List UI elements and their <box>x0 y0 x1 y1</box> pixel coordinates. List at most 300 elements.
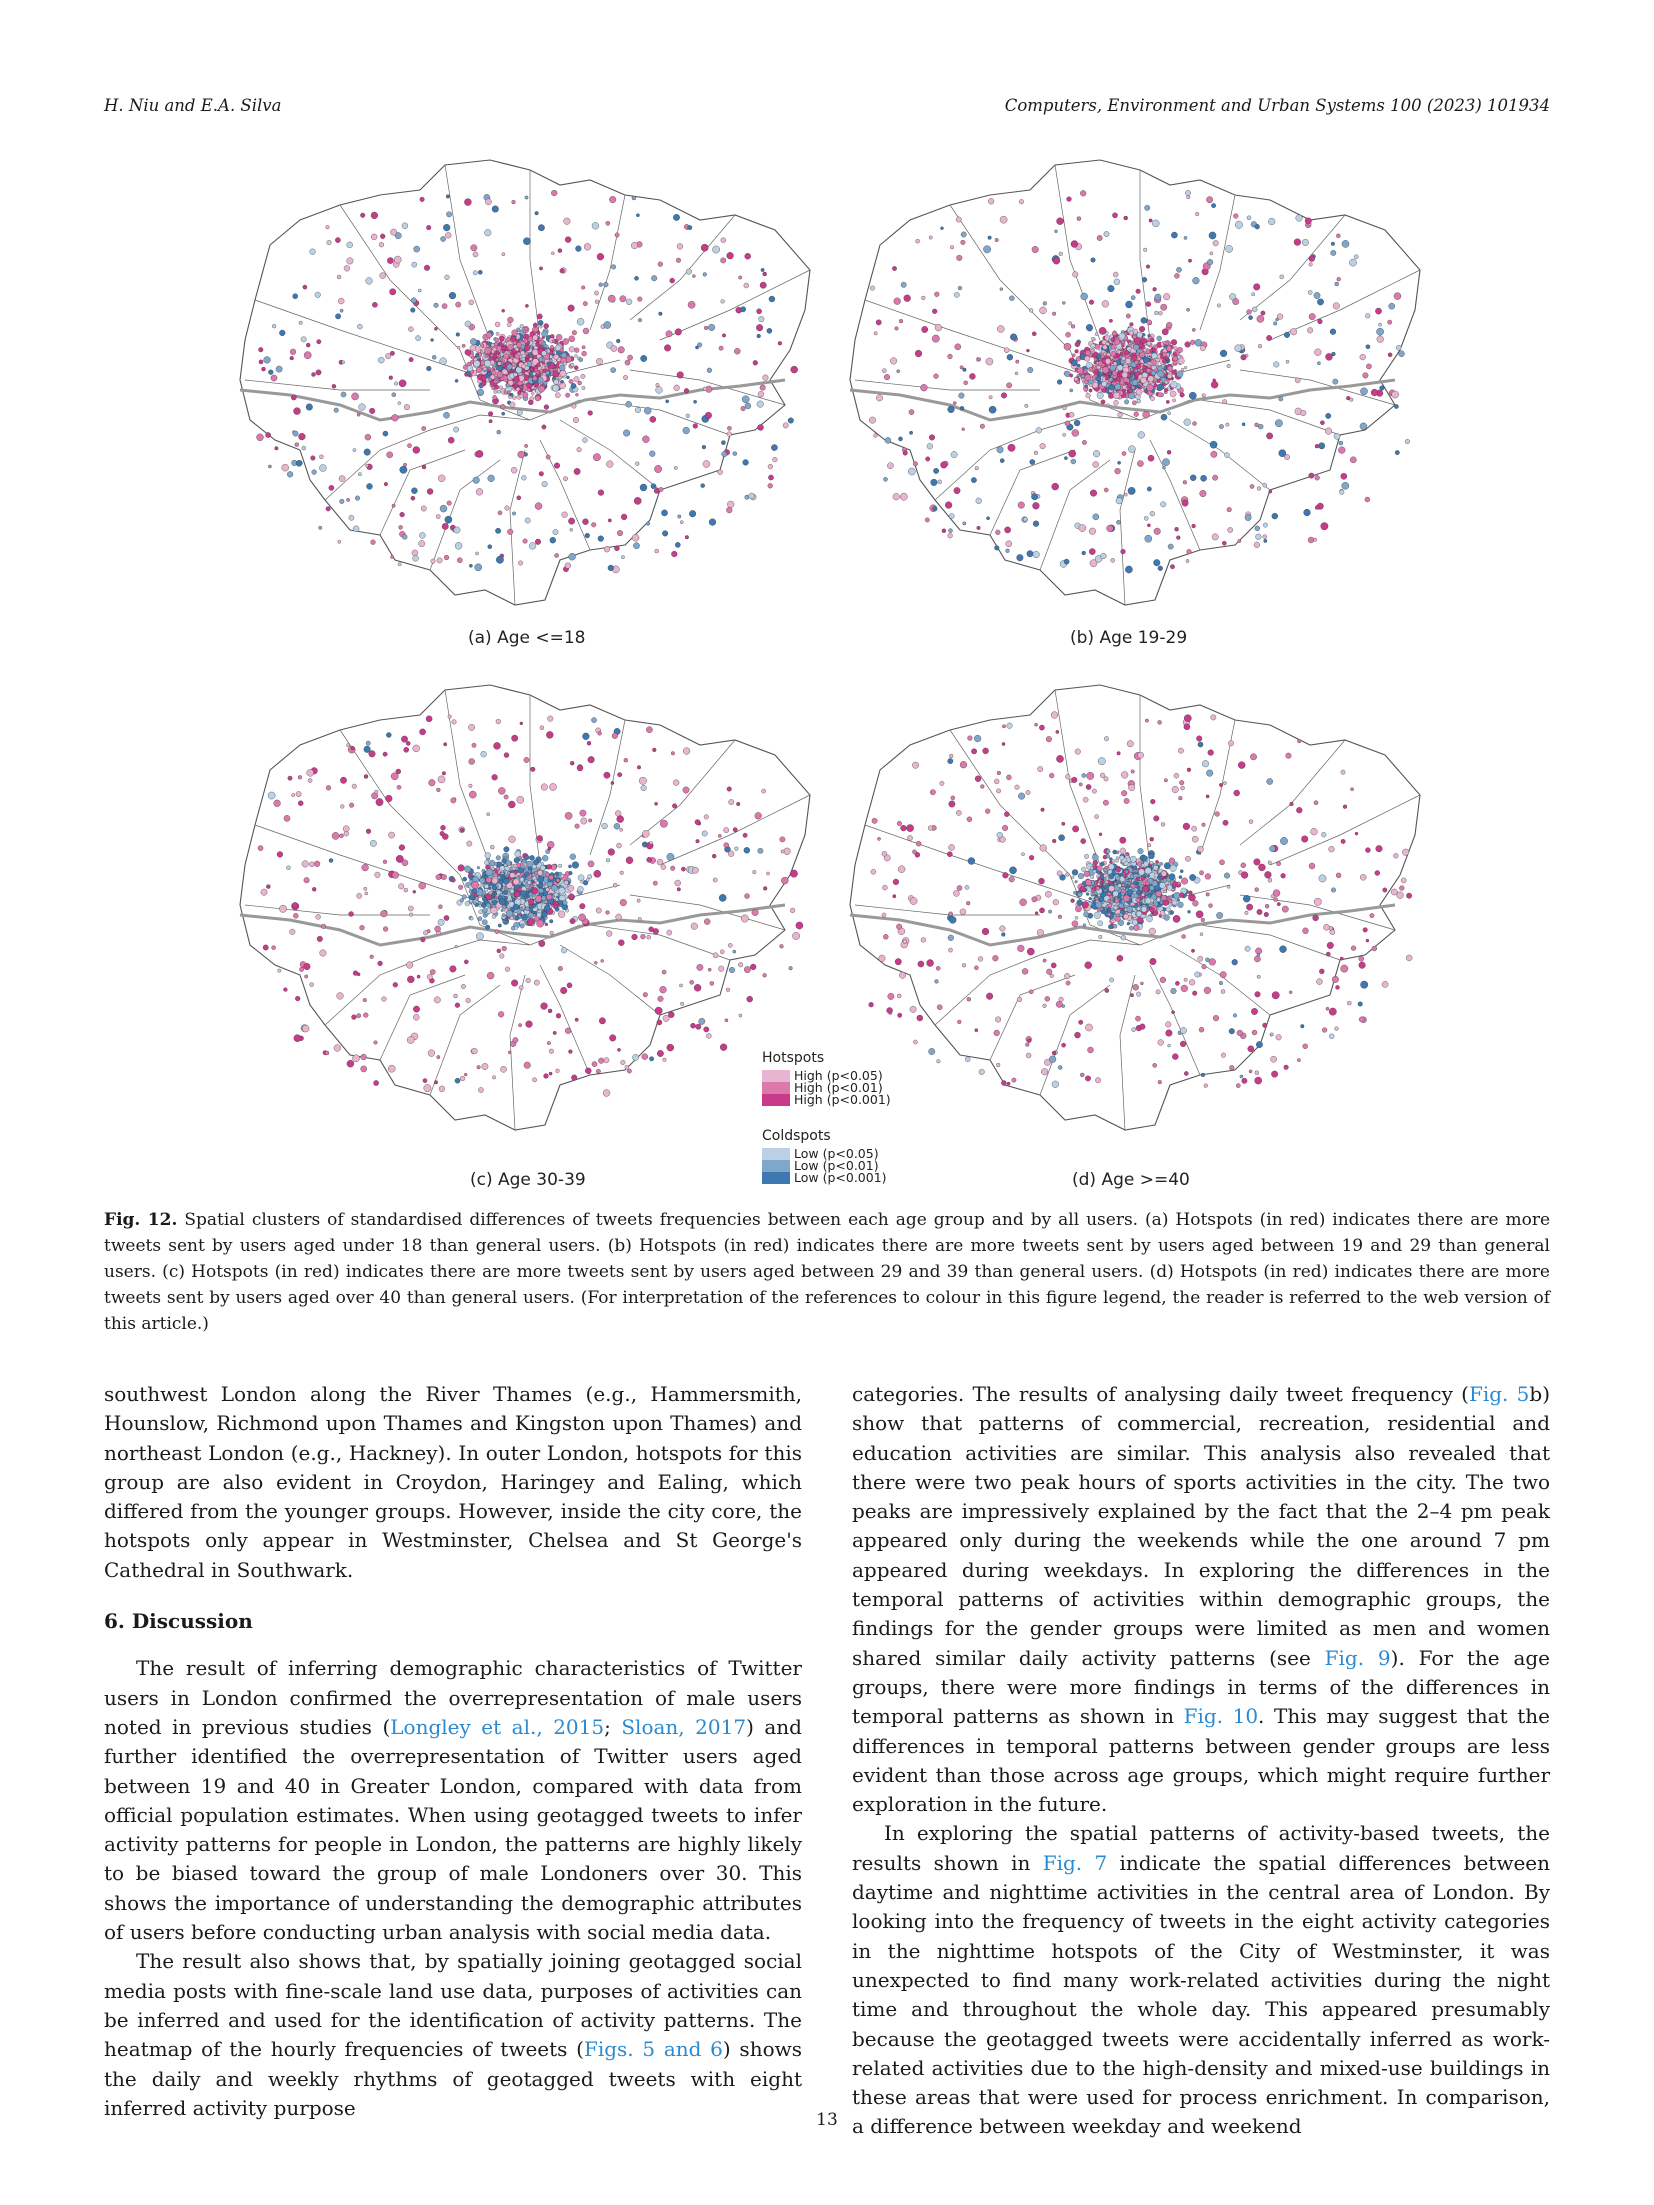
cluster-dot <box>352 1015 357 1020</box>
cluster-dot <box>1089 549 1095 555</box>
cluster-dot <box>544 905 550 911</box>
cluster-dot <box>1166 907 1171 912</box>
cluster-dot <box>1132 401 1136 405</box>
cluster-dot <box>599 1018 605 1024</box>
cluster-dot <box>624 758 628 762</box>
cluster-dot <box>503 878 509 884</box>
cluster-dot <box>771 445 777 451</box>
cluster-dot <box>480 344 484 348</box>
cluster-dot <box>544 381 548 385</box>
cluster-dot <box>892 266 896 270</box>
map-panel-d <box>840 675 1440 1145</box>
cluster-dot <box>644 407 651 414</box>
cluster-dot <box>1075 342 1080 347</box>
cluster-dot <box>1337 277 1341 281</box>
cluster-dot <box>997 446 1004 453</box>
cluster-dot <box>361 1054 367 1060</box>
cluster-dot <box>671 752 675 756</box>
cluster-dot <box>485 347 492 354</box>
cluster-dot <box>756 324 763 331</box>
cluster-dot <box>790 870 797 877</box>
cluster-dot <box>781 850 784 853</box>
cluster-dot <box>761 268 764 271</box>
cluster-dot <box>662 970 666 974</box>
cluster-dot <box>660 986 667 993</box>
cluster-dot <box>781 877 788 884</box>
cluster-dot <box>1097 392 1103 398</box>
cluster-dot <box>1093 462 1099 468</box>
cluster-dot <box>496 856 501 861</box>
cluster-dot <box>941 462 948 469</box>
cluster-dot <box>302 1025 309 1032</box>
cluster-dot <box>573 417 579 423</box>
cluster-dot <box>1161 414 1167 420</box>
cluster-dot <box>371 234 377 240</box>
cluster-dot <box>676 258 681 263</box>
cluster-dot <box>436 515 440 519</box>
cluster-dot <box>1309 263 1313 267</box>
cluster-dot <box>969 373 975 379</box>
cluster-dot <box>1314 349 1321 356</box>
cluster-dot <box>722 452 727 457</box>
header-authors: H. Niu and E.A. Silva <box>104 96 282 115</box>
cluster-dot <box>617 1048 620 1051</box>
cluster-dot <box>555 553 559 557</box>
cluster-dot <box>547 841 554 848</box>
cluster-dot <box>407 444 411 448</box>
cluster-dot <box>1136 911 1142 917</box>
cluster-dot <box>980 424 985 429</box>
cluster-dot <box>634 497 641 504</box>
cluster-dot <box>1091 344 1096 349</box>
cluster-dot <box>287 471 293 477</box>
cluster-dot <box>1086 324 1093 331</box>
cluster-dot <box>407 1036 414 1043</box>
london-map-d <box>840 675 1440 1145</box>
cluster-dot <box>293 294 298 299</box>
cluster-dot <box>932 309 937 314</box>
cluster-dot <box>469 791 476 798</box>
cluster-dot <box>1148 455 1154 461</box>
cluster-dot <box>887 463 893 469</box>
cluster-dot <box>1065 421 1070 426</box>
cluster-dot <box>1059 252 1063 256</box>
cluster-dot <box>411 488 417 494</box>
cluster-dot <box>675 542 680 547</box>
cluster-dot <box>708 324 715 331</box>
cluster-dot <box>529 543 536 550</box>
cluster-dot <box>1148 376 1154 382</box>
cluster-dot <box>558 249 562 253</box>
cluster-dot <box>703 387 707 391</box>
cluster-dot <box>1341 473 1347 479</box>
cluster-dot <box>1155 860 1158 863</box>
cluster-dot <box>556 1069 560 1073</box>
cluster-dot <box>1107 404 1110 407</box>
cluster-dot <box>1326 413 1331 418</box>
cluster-dot <box>528 336 533 341</box>
cluster-dot <box>1108 925 1112 929</box>
cluster-dot <box>1309 473 1314 478</box>
cluster-dot <box>316 914 321 919</box>
cluster-dot <box>1133 344 1139 350</box>
cluster-dot <box>1349 259 1356 266</box>
cluster-dot <box>1263 483 1267 487</box>
cluster-dot <box>352 784 357 789</box>
cluster-dot <box>1363 373 1369 379</box>
cluster-dot <box>365 464 368 467</box>
cluster-dot <box>259 347 264 352</box>
cluster-dot <box>742 396 749 403</box>
cluster-dot <box>533 323 537 327</box>
cluster-dot <box>504 847 510 853</box>
cluster-dot <box>986 358 993 365</box>
cluster-dot <box>417 975 420 978</box>
cluster-dot <box>1227 507 1232 512</box>
cluster-dot <box>508 317 514 323</box>
cluster-dot <box>1137 461 1143 467</box>
cluster-dot <box>1081 867 1086 872</box>
cluster-dot <box>642 830 649 837</box>
cluster-dot <box>1115 384 1121 390</box>
cluster-dot <box>1137 862 1142 867</box>
cluster-dot <box>520 858 523 861</box>
cluster-dot <box>1043 302 1047 306</box>
cluster-dot <box>1154 528 1161 535</box>
cluster-dot <box>1057 380 1062 385</box>
cluster-dot <box>588 874 592 878</box>
cluster-dot <box>1105 335 1110 340</box>
cluster-dot <box>1152 348 1156 352</box>
cluster-dot <box>343 826 349 832</box>
cluster-dot <box>319 465 326 472</box>
cluster-dot <box>1174 273 1179 278</box>
cluster-dot <box>1211 451 1217 457</box>
cluster-dot <box>768 475 773 480</box>
cluster-dot <box>1207 259 1213 265</box>
cluster-dot <box>544 324 549 329</box>
cluster-dot <box>1151 353 1157 359</box>
cluster-dot <box>1094 358 1097 361</box>
cluster-dot <box>497 390 500 393</box>
cluster-dot <box>381 910 388 917</box>
cluster-dot <box>1165 381 1168 384</box>
cluster-dot <box>264 357 271 364</box>
cluster-dot <box>552 340 555 343</box>
cluster-dot <box>439 1086 445 1092</box>
cluster-dot <box>1151 371 1156 376</box>
cluster-dot <box>494 342 498 346</box>
cluster-dot <box>561 353 567 359</box>
cluster-dot <box>344 265 350 271</box>
cluster-dot <box>446 212 451 217</box>
cluster-dot <box>611 265 616 270</box>
cluster-dot <box>556 334 562 340</box>
cluster-dot <box>1147 362 1150 365</box>
cluster-dot <box>1084 356 1090 362</box>
cluster-dot <box>426 716 432 722</box>
cluster-dot <box>408 327 413 332</box>
cluster-dot <box>938 480 942 484</box>
cluster-dot <box>499 386 503 390</box>
cluster-dot <box>691 923 698 930</box>
cluster-dot <box>1143 248 1147 252</box>
cluster-dot <box>740 307 745 312</box>
cluster-dot <box>445 232 451 238</box>
cluster-dot <box>363 998 367 1002</box>
cluster-dot <box>560 269 565 274</box>
cluster-dot <box>572 862 579 869</box>
cluster-dot <box>1170 391 1176 397</box>
cluster-dot <box>606 931 612 937</box>
cluster-dot <box>1375 308 1381 314</box>
cluster-dot <box>1075 916 1078 919</box>
cluster-dot <box>440 831 445 836</box>
cluster-dot <box>568 865 571 868</box>
cluster-dot <box>465 901 470 906</box>
cluster-dot <box>1380 386 1385 391</box>
cluster-dot <box>651 275 657 281</box>
cluster-dot <box>909 431 912 434</box>
cluster-dot <box>472 743 476 747</box>
cluster-dot <box>1166 400 1169 403</box>
cluster-dot <box>1142 277 1147 282</box>
cluster-dot <box>642 1054 648 1060</box>
cluster-dot <box>1127 889 1133 895</box>
cluster-dot <box>1107 525 1114 532</box>
cluster-dot <box>796 922 803 929</box>
cluster-dot <box>728 851 734 857</box>
cluster-dot <box>759 316 765 322</box>
cluster-dot <box>548 716 554 722</box>
cluster-dot <box>411 496 415 500</box>
cluster-dot <box>1091 898 1094 901</box>
cluster-dot <box>1171 232 1177 238</box>
cluster-dot <box>413 447 420 454</box>
cluster-dot <box>727 501 734 508</box>
cluster-dot <box>569 871 573 875</box>
cluster-dot <box>295 996 300 1001</box>
cluster-dot <box>512 512 515 515</box>
cluster-dot <box>363 1013 368 1018</box>
cluster-dot <box>1079 525 1086 532</box>
cluster-dot <box>1173 892 1180 899</box>
cluster-dot <box>555 872 559 876</box>
cluster-dot <box>473 477 480 484</box>
cluster-dot <box>497 876 501 880</box>
cluster-dot <box>1016 360 1019 363</box>
cluster-dot <box>489 860 495 866</box>
cluster-dot <box>487 372 491 376</box>
cluster-dot <box>1309 313 1315 319</box>
cluster-dot <box>569 1050 573 1054</box>
cluster-dot <box>393 982 398 987</box>
cluster-dot <box>1250 484 1254 488</box>
cluster-dot <box>1238 539 1241 542</box>
cluster-dot <box>1102 367 1109 374</box>
cluster-dot <box>1217 304 1221 308</box>
cluster-dot <box>594 961 597 964</box>
cluster-dot <box>894 298 901 305</box>
cluster-dot <box>526 978 531 983</box>
cluster-dot <box>1257 487 1261 491</box>
cluster-dot <box>1188 259 1191 262</box>
cluster-dot <box>983 246 990 253</box>
cluster-dot <box>480 884 483 887</box>
cluster-dot <box>480 878 486 884</box>
cluster-dot <box>510 916 514 920</box>
cluster-dot <box>352 393 359 400</box>
cluster-dot <box>702 831 707 836</box>
cluster-dot <box>547 864 552 869</box>
cluster-dot <box>1008 444 1015 451</box>
cluster-dot <box>1211 203 1215 207</box>
cluster-dot <box>591 718 596 723</box>
cluster-dot <box>1176 536 1180 540</box>
cluster-dot <box>552 385 559 392</box>
cluster-dot <box>606 221 610 225</box>
cluster-dot <box>538 225 544 231</box>
cluster-dot <box>494 390 497 393</box>
cluster-dot <box>498 1011 504 1017</box>
cluster-dot <box>581 374 585 378</box>
cluster-dot <box>587 741 591 745</box>
cluster-dot <box>325 1051 329 1055</box>
cluster-dot <box>310 983 314 987</box>
cluster-dot <box>279 330 285 336</box>
cluster-dot <box>502 253 505 256</box>
cluster-dot <box>718 966 724 972</box>
cluster-dot <box>1399 351 1405 357</box>
cluster-dot <box>469 300 474 305</box>
cluster-dot <box>925 518 929 522</box>
cluster-dot <box>1173 353 1177 357</box>
cluster-dot <box>791 366 798 373</box>
cluster-dot <box>508 344 514 350</box>
cluster-dot <box>1167 366 1172 371</box>
cluster-dot <box>476 933 483 940</box>
cluster-dot <box>512 735 518 741</box>
cluster-dot <box>654 465 661 472</box>
cluster-dot <box>477 1065 481 1069</box>
cluster-dot <box>1233 298 1239 304</box>
cluster-dot <box>409 357 413 361</box>
cluster-dot <box>1245 514 1251 520</box>
cluster-dot <box>1149 219 1152 222</box>
cluster-dot <box>712 246 719 253</box>
cluster-dot <box>575 393 578 396</box>
cluster-dot <box>485 229 492 236</box>
cluster-dot <box>627 1069 631 1073</box>
cluster-dot <box>520 890 526 896</box>
cluster-dot <box>712 854 716 858</box>
cluster-dot <box>1052 483 1059 490</box>
cluster-dot <box>1182 500 1188 506</box>
cluster-dot <box>942 529 946 533</box>
cluster-dot <box>1157 336 1162 341</box>
cluster-dot <box>471 245 477 251</box>
cluster-dot <box>613 883 617 887</box>
cluster-dot <box>625 1065 629 1069</box>
cluster-dot <box>1149 907 1154 912</box>
cluster-dot <box>1187 549 1192 554</box>
cluster-dot <box>778 341 782 345</box>
cluster-dot <box>1118 379 1121 382</box>
cluster-dot <box>701 484 705 488</box>
cluster-dot <box>563 338 569 344</box>
cluster-dot <box>570 918 575 923</box>
cluster-dot <box>1084 387 1088 391</box>
cluster-dot <box>303 285 307 289</box>
cluster-dot <box>469 759 475 765</box>
cluster-dot <box>1000 459 1004 463</box>
cluster-dot <box>554 354 559 359</box>
cluster-dot <box>632 196 636 200</box>
cluster-dot <box>1168 896 1171 899</box>
cluster-dot <box>426 366 431 371</box>
cluster-dot <box>757 334 761 338</box>
cluster-dot <box>422 465 426 469</box>
cluster-dot <box>710 981 714 985</box>
cluster-dot <box>501 404 506 409</box>
cluster-dot <box>744 283 749 288</box>
cluster-dot <box>611 368 616 373</box>
cluster-dot <box>583 301 587 305</box>
cluster-dot <box>418 289 421 292</box>
cluster-dot <box>976 498 982 504</box>
cluster-dot <box>510 873 515 878</box>
cluster-dot <box>511 352 514 355</box>
cluster-dot <box>501 909 504 912</box>
cluster-dot <box>726 507 732 513</box>
cluster-dot <box>760 282 766 288</box>
cluster-dot <box>296 791 301 796</box>
cluster-dot <box>1141 893 1144 896</box>
cluster-dot <box>604 772 610 778</box>
cluster-dot <box>1122 385 1126 389</box>
cluster-dot <box>347 744 350 747</box>
cluster-dot <box>385 795 392 802</box>
cluster-dot <box>292 902 298 908</box>
cluster-dot <box>1052 312 1056 316</box>
cluster-dot <box>1033 521 1039 527</box>
cluster-dot <box>718 470 723 475</box>
cluster-dot <box>621 514 627 520</box>
cluster-dot <box>1104 231 1109 236</box>
cluster-dot <box>1209 232 1216 239</box>
cluster-dot <box>749 493 755 499</box>
cluster-dot <box>571 383 576 388</box>
cluster-dot <box>755 812 762 819</box>
cluster-dot <box>539 357 543 361</box>
london-map-a <box>230 150 830 620</box>
cluster-dot <box>1176 267 1181 272</box>
cluster-dot <box>1163 466 1166 469</box>
cluster-dot <box>470 338 477 345</box>
cluster-dot <box>338 298 344 304</box>
cluster-dot <box>398 563 401 566</box>
cluster-dot <box>1180 870 1183 873</box>
cluster-dot <box>1360 354 1366 360</box>
cluster-dot <box>1254 542 1260 548</box>
cluster-dot <box>1158 566 1163 571</box>
cluster-dot <box>1177 371 1184 378</box>
cluster-dot <box>575 824 580 829</box>
cluster-dot <box>1142 365 1146 369</box>
cluster-dot <box>512 330 518 336</box>
cluster-dot <box>706 1033 711 1038</box>
cluster-dot <box>1377 328 1384 335</box>
